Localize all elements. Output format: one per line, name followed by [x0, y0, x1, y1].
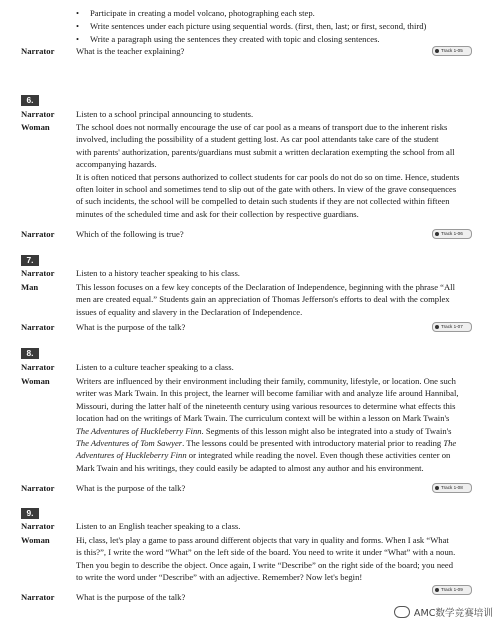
question-number: 8. [21, 348, 39, 359]
speaker-label: Narrator [21, 521, 55, 531]
question: What is the teacher explaining? [76, 46, 185, 56]
question: What is the purpose of the talk? [76, 483, 186, 493]
intro-text: Listen to a culture teacher speaking to a class. [76, 362, 234, 372]
bullet-item: • Write a paragraph using the sentences they created with topic and closing sentences. [76, 34, 380, 44]
wechat-icon [394, 606, 410, 618]
speaker-icon [435, 232, 439, 236]
watermark: AMC数学竞赛培训 [394, 605, 493, 619]
speaker-icon [435, 486, 439, 490]
speaker-icon [435, 325, 439, 329]
speaker-label: Narrator [21, 268, 55, 278]
intro-text: Listen to an English teacher speaking to a class. [76, 521, 241, 531]
speaker-label: Narrator [21, 229, 55, 239]
speaker-label: Woman [21, 535, 50, 545]
speaker-label: Woman [21, 376, 50, 386]
passage-text: Hi, class, let's play a game to pass around different objects that vary in quality and forms. When I ask “What is this?”, I write the word “What” on the left side of the board. You need to write it under “What” with a noun. Then you begin to describe the object. Once again, I write “Describe” on the right side of the board; you need to write the word under “Describe” with an adjective. Remember? Now let's begin! [76, 535, 456, 583]
passage-text: The school does not normally encourage the use of car pool as a means of transport due to the inherent risks involved, including the possibility of a student getting lost. As car pool attendants take care of the student with parents' authorization, parents/guardians must submit a written declaration exempting the school from all accompanying hazards. It is often noticed that persons authorized to collect students for car pools do not do so on time. Hence, students often loiter in school and sometimes tend to slip out of the gate with others. In view of the grave consequences of such incidents, the school will be compelled to detain such students if they are not collected within fifteen minutes of the scheduled time and ask for their collection by respective guardians. [76, 122, 460, 219]
book-title: The Adventures of Tom Sawyer [76, 438, 183, 449]
speaker-label: Narrator [21, 109, 55, 119]
audio-track-button[interactable]: Track 1-08 [432, 483, 472, 493]
question: What is the purpose of the talk? [76, 592, 186, 602]
passage-text: This lesson focuses on a few key concepts of the Declaration of Independence, beginning with the phrase “All men are created equal.” Students gain an appreciation of Thomas Jefferson's efforts to deal with the complex issues of equality and slavery in the Declaration of Independence. [76, 282, 455, 317]
intro-text: Listen to a school principal announcing to students. [76, 109, 254, 119]
speaker-label: Narrator [21, 46, 55, 56]
audio-track-button[interactable]: Track 1-05 [432, 46, 472, 56]
speaker-label: Woman [21, 122, 50, 132]
bullet-item: • Write sentences under each picture using sequential words. (first, then, last; or first, second, third) [76, 21, 427, 31]
speaker-icon [435, 588, 439, 592]
question-number: 6. [21, 95, 39, 106]
question-number: 9. [21, 508, 39, 519]
audio-track-button[interactable]: Track 1-06 [432, 229, 472, 239]
audio-track-button[interactable]: Track 1-07 [432, 322, 472, 332]
passage-text: Writers are influenced by their environment including their family, community, lifestyle, or location. One such writer was Mark Twain. In this project, the learner will become familiar with and analyze life around Hannibal, Missouri, during the latter half of the nineteenth century using various resources to determine what effects this location had on the writings of Mark Twain. The curriculum context will be within a lesson on Mark Twain's The Adventures of Huckleberry Finn. Segments of this lesson might also be integrated into a study of Twain's The Adventures of Tom Sawyer. The lessons could be presented with introductory material prior to reading The Adventures of Huckleberry Finn or integrated while reading the novel. Even though these activities center on Mark Twain and his writings, they could easily be adapted to almost any author and his environment. [76, 376, 459, 473]
speaker-label: Narrator [21, 483, 55, 493]
question: What is the purpose of the talk? [76, 322, 186, 332]
speaker-label: Man [21, 282, 39, 292]
speaker-label: Narrator [21, 362, 55, 372]
speaker-label: Narrator [21, 322, 55, 332]
question-number: 7. [21, 255, 39, 266]
speaker-label: Narrator [21, 592, 55, 602]
bullet-item: • Participate in creating a model volcano, photographing each step. [76, 8, 315, 18]
question: Which of the following is true? [76, 229, 184, 239]
book-title: The Adventures of Huckleberry Finn [76, 425, 202, 436]
book-title: Adventures of Huckleberry Finn [76, 450, 187, 461]
speaker-icon [435, 49, 439, 53]
audio-track-button[interactable]: Track 1-09 [432, 585, 472, 595]
intro-text: Listen to a history teacher speaking to his class. [76, 268, 240, 278]
